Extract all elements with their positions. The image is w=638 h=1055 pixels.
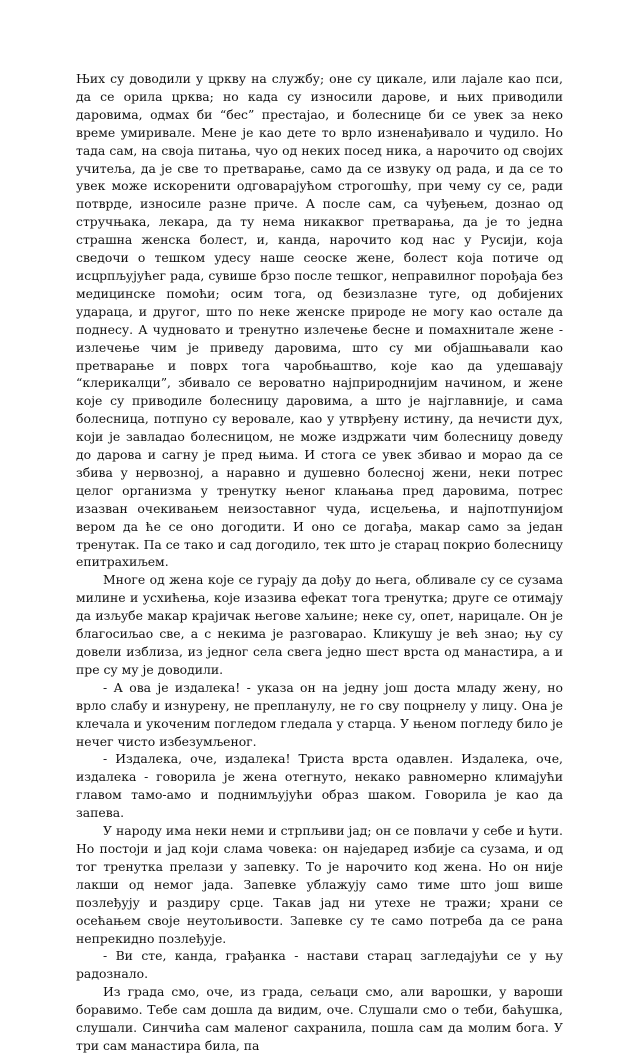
paragraph-2: Многе од жена које се гурају да дођу до њега, обливале су се сузама милине и усхићења, које изазива ефекат тога тренутка; друге се отимају да изљубе макар крајичак његове хаљине; неке су, опет, нарицале. Он је благосиљао све, а с некима је разговарао. Кликушу је већ знао; њу су довели изблиза, из једног села свега једно шест врста од манастира, а и пре су му је доводили.: [76, 572, 563, 677]
paragraph-3: - А ова је издалека! - указа он на једну још доста младу жену, но врло слабу и изнурену, не препланулу, не го сву поцрнелу у лицу. Она је клечала и укоченим погледом гледала у старца. У њеном погледу било је нечег чисто избезумљеног.: [76, 679, 563, 749]
document-page: [76, 70, 563, 1055]
paragraph-5: У народу има неки неми и стрпљиви јад; он се повлачи у себе и ћути. Но постоји и јад који слама човека: он наједаред избије са сузама, и од тог тренутка прелази у запевку. То је нарочито код жена. Но он није лакши од немог јада. Запевке ублажују само тиме што још више позлеђују и раздиру срце. Такав јад ни утехе не тражи; храни се осећањем своје неутољивости. Запевке су те само потреба да се рана непрекидно позлеђује.: [76, 823, 563, 946]
paragraph-1: Њих су доводили у цркву на службу; оне су цикале, или лајале као пси, да се орила црква; но када су износили дарове, и њих приводили даровима, одмах би “бес” престајао, и болеснице би се увек за неко време умиривале. Мене је као дете то врло изненађивало и чудило. Но тада сам, на своја питања, чуо од неких посед ника, а нарочито од својих учитеља, да је све то претварање, само да се извуку од рада, и да се то увек може искоренити одговарајућом строгошћу, при чему су се, ради потврде, износиле разне приче. А после сам, са чуђењем, дознао од стручњака, лекара, да ту нема никаквог претварања, да је то једна страшна женска болест, и, канда, нарочито код нас у Русији, која сведочи о тешком удесу наше сеоске жене, болест која потиче од исцрпљујућег рада, сувише брзо после тешког, неправилног порођаја без медицинске помоћи; осим тога, од безизлазне туге, од добијених удараца, и другог, што по неке женске природе не могу као остале да поднесу. А чудновато и тренутно излечење бесне и помахнитале жене - излечење чим је приведу даровима, што су ми објашњавали као претварање и поврх тога чаробњаштво, које као да удешавају “клерикалци”, збивало се вероватно најприроднијим начином, и жене које су приводиле болесницу даровима, а што је најглавније, и сама болесница, потпуно су веровале, као у утврђену истину, да нечисти дух, који је завладао болесницом, не може издржати чим болесницу доведу до дарова и сагну је пред њима. И стога се увек збивао и морао да се збива у нервозној, а наравно и душевно болесној жени, неки потрес целог организма у тренутку њеног клањања пред даровима, потрес изазван очекивањем неизоставног чуда, исцељења, и најпотпунијом вером да ће се оно догодити. И оно се догађа, макар само за један тренутак. Па се тако и сад догодило, тек што је старац покрио болесницу епитрахиљем.: [76, 71, 563, 570]
paragraph-7: Из града смо, оче, из града, сељаци смо, али варошки, у вароши боравимо. Тебе сам дошла да видим, оче. Слушали смо о теби, баћушка, слушали. Синчића сам маленог сахранила, пошла сам да молим бога. У три сам манастира била, па: [76, 984, 563, 1053]
paragraph-4: - Издалека, оче, издалека! Триста врста одавлен. Издалека, оче, издалека - говорила је жена отегнуто, некако равномерно климајући главом тамо-амо и поднимљујући образ шаком. Говорила је као да запева.: [76, 751, 563, 821]
paragraph-6: - Ви сте, канда, грађанка - настави старац загледајући се у њу радознало.: [76, 948, 563, 982]
